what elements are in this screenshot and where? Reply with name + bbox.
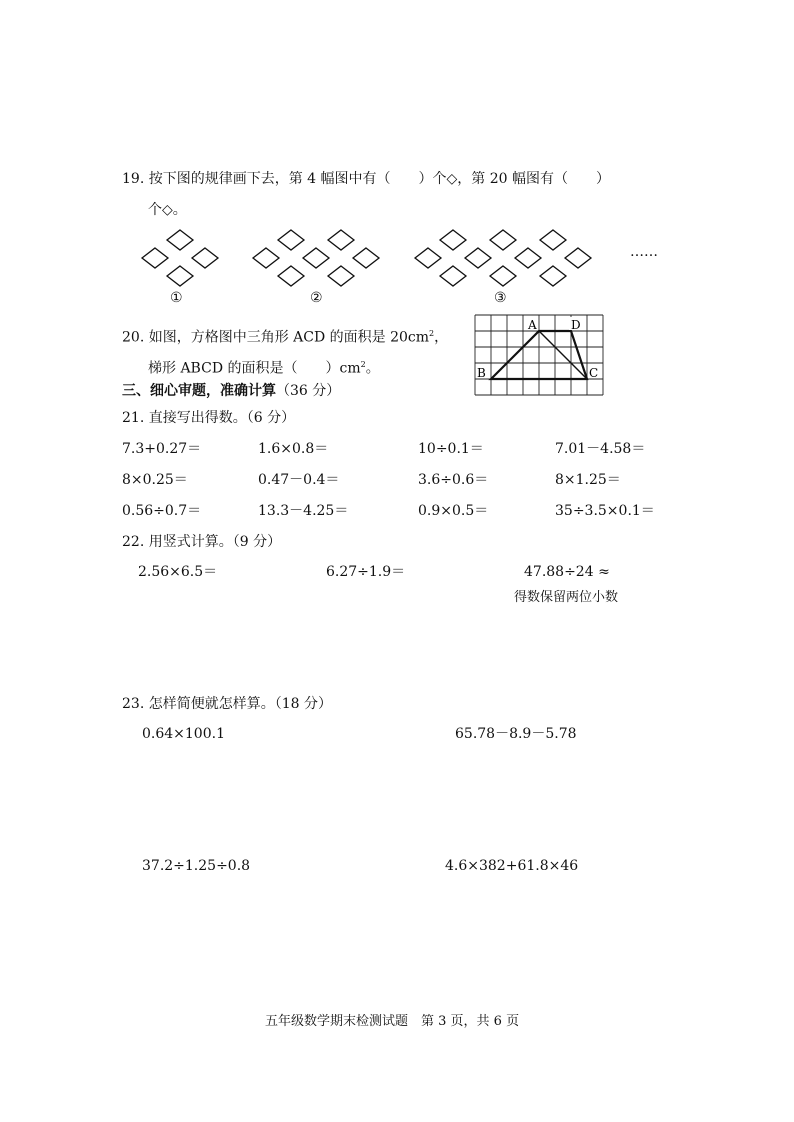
q21-item: 3.6÷0.6＝ bbox=[418, 472, 489, 488]
q22-item: 2.56×6.5＝ bbox=[138, 564, 218, 580]
q23-item: 0.64×100.1 bbox=[142, 726, 225, 742]
q22-item: 47.88÷24 ≈ bbox=[524, 564, 610, 580]
q19-line1: 19. 按下图的规律画下去，第 4 幅图中有（ ）个◇，第 20 幅图有（ ） bbox=[122, 171, 611, 187]
q19-line2: 个◇。 bbox=[148, 202, 187, 218]
q20-line1: 20. 如图，方格图中三角形 ACD 的面积是 $20cm^2$， bbox=[122, 329, 449, 346]
q21-item: 0.47－0.4＝ bbox=[258, 472, 340, 488]
q23-item: 65.78－8.9－5.78 bbox=[455, 726, 577, 742]
q23-title: 23. 怎样简便就怎样算。（18 分） bbox=[122, 696, 332, 712]
q19-label-1: ① bbox=[170, 290, 183, 306]
q22-item: 6.27÷1.9＝ bbox=[326, 564, 406, 580]
trapezoid-grid-figure bbox=[475, 315, 603, 395]
diamond-figure-1 bbox=[142, 230, 218, 286]
q21-item: 8×1.25＝ bbox=[555, 472, 621, 488]
q21-item: 0.9×0.5＝ bbox=[418, 503, 489, 519]
vertex-label-b: B bbox=[477, 366, 486, 380]
q21-item: 35÷3.5×0.1＝ bbox=[555, 503, 655, 519]
q21-item: 7.3+0.27＝ bbox=[122, 441, 202, 457]
q23-item: 4.6×382+61.8×46 bbox=[445, 858, 579, 874]
page-footer: 五年级数学期末检测试题 第 3 页，共 6 页 bbox=[265, 1014, 520, 1029]
vertex-label-c: C bbox=[589, 366, 599, 380]
diamond-figure-3 bbox=[415, 230, 591, 286]
q21-item: 13.3－4.25＝ bbox=[258, 503, 349, 519]
q21-item: 7.01－4.58＝ bbox=[555, 441, 646, 457]
q21-item: 8×0.25＝ bbox=[122, 472, 188, 488]
q19-ellipsis: …… bbox=[630, 244, 658, 260]
q21-item: 0.56÷0.7＝ bbox=[122, 503, 202, 519]
q22-title: 22. 用竖式计算。（9 分） bbox=[122, 534, 282, 550]
q19-label-3: ③ bbox=[494, 290, 507, 306]
q21-item: 10÷0.1＝ bbox=[418, 441, 484, 457]
q21-item: 1.6×0.8＝ bbox=[258, 441, 329, 457]
vertex-label-a: A bbox=[528, 318, 537, 332]
q20-line2: 梯形 ABCD 的面积是（ ）$cm^2$。 bbox=[148, 360, 380, 377]
vertex-label-d: D bbox=[571, 318, 581, 332]
diamond-figure-2 bbox=[253, 230, 379, 286]
q19-label-2: ② bbox=[310, 290, 323, 306]
q23-item: 37.2÷1.25÷0.8 bbox=[142, 858, 251, 874]
q22-note: 得数保留两位小数 bbox=[514, 590, 619, 605]
section-3-heading: 三、细心审题，准确计算（36 分） bbox=[122, 383, 341, 399]
q21-title: 21. 直接写出得数。（6 分） bbox=[122, 410, 296, 426]
